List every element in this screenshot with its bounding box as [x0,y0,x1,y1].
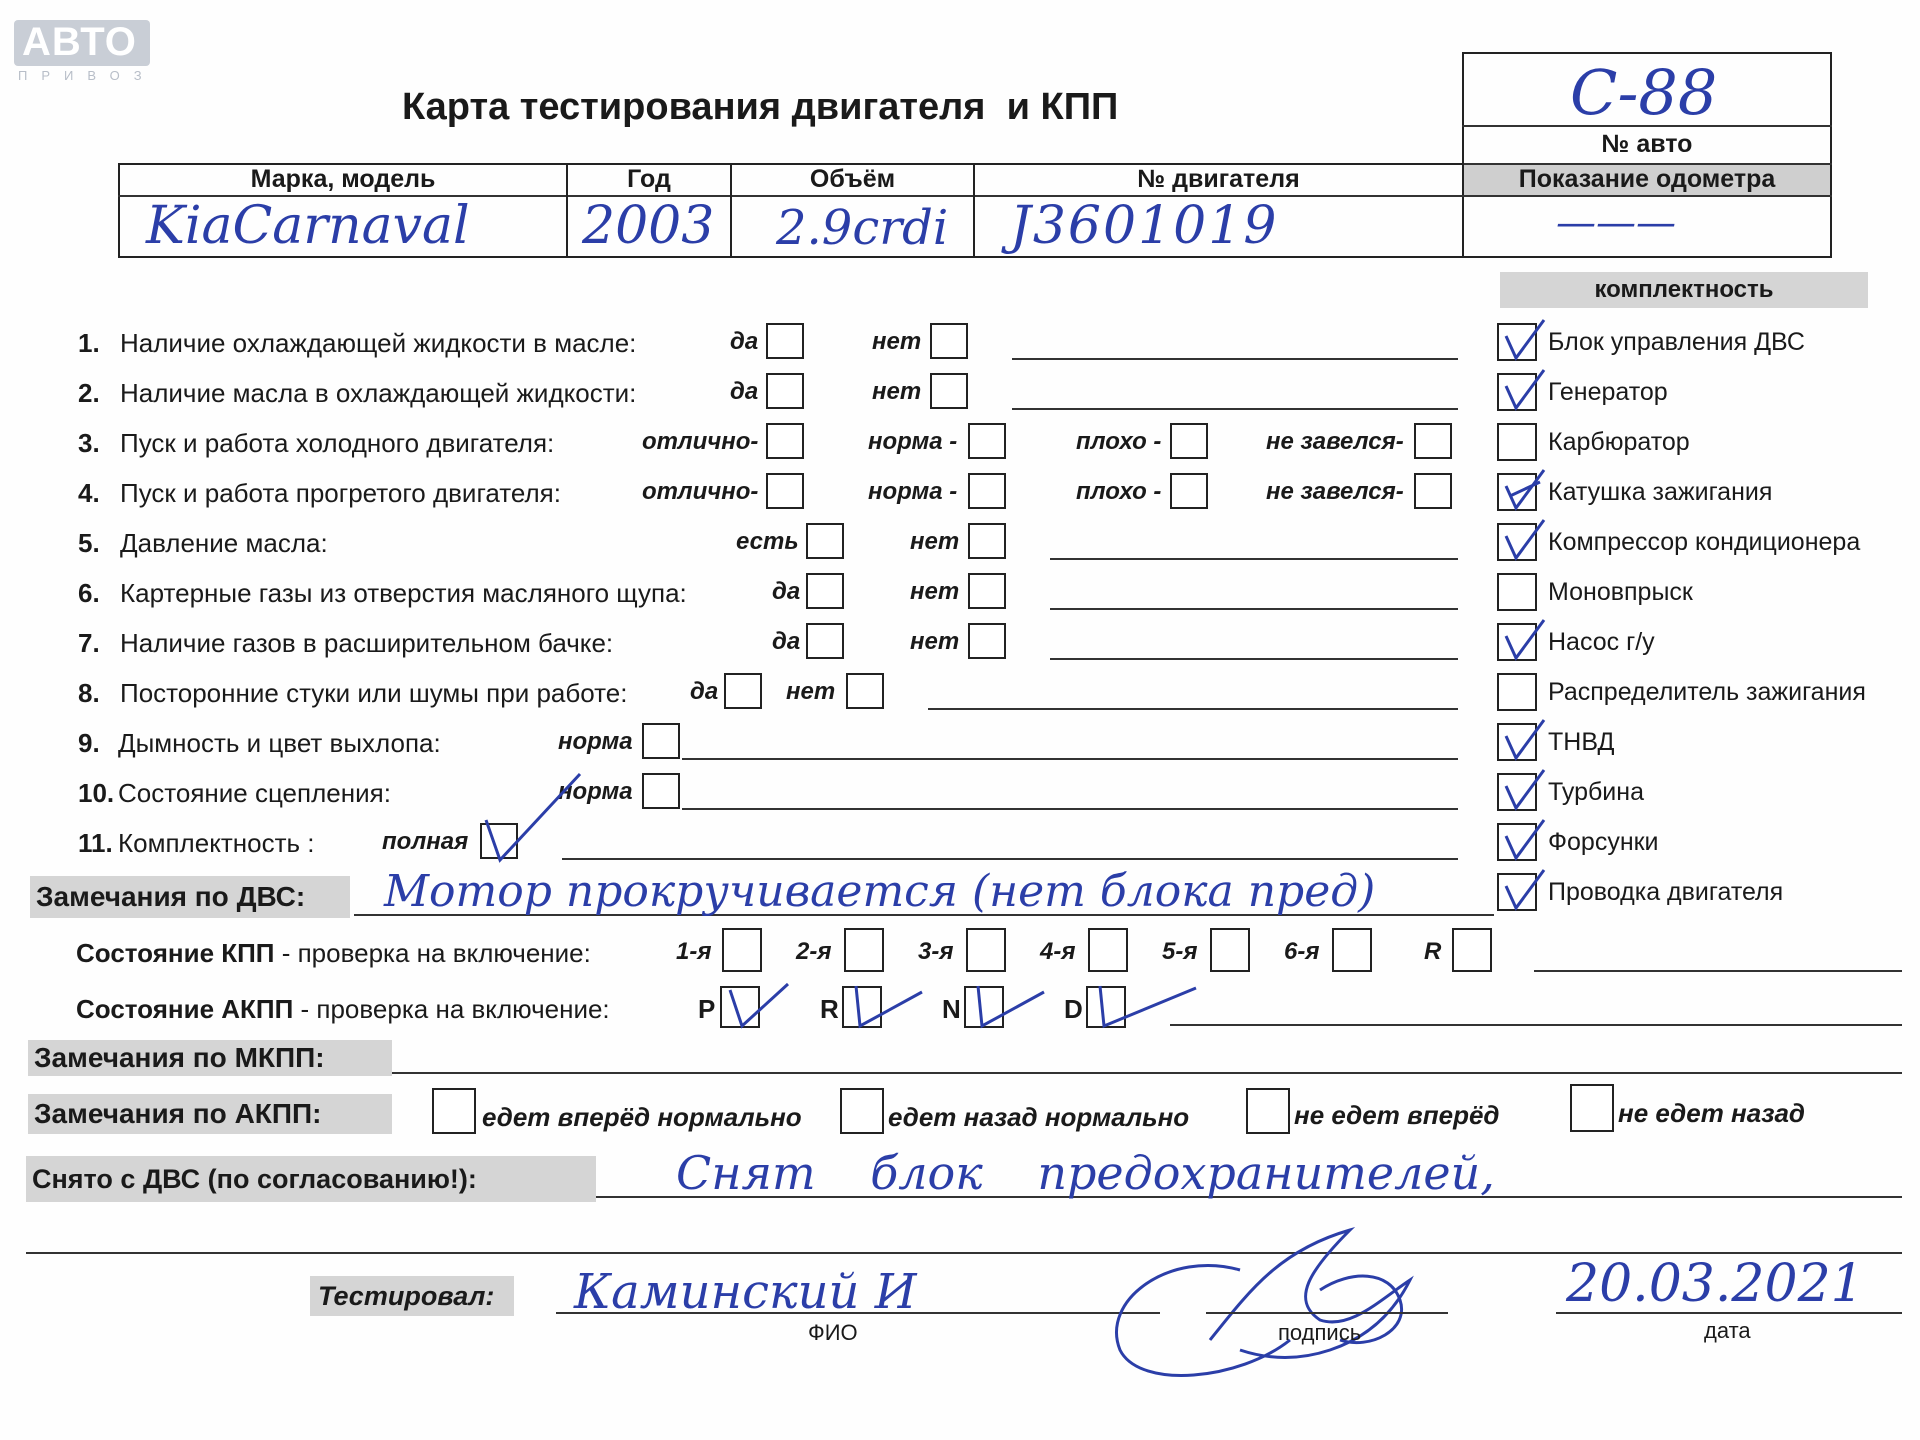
test-date: 20.03.2021 [1566,1254,1864,1314]
akpp-checkbox-p[interactable] [720,986,760,1028]
logo-text: АВТО [22,20,137,64]
komplekt-checkbox-11[interactable] [1497,823,1537,861]
q10-checkbox-normal[interactable] [642,773,680,809]
q3-checkbox-nostart[interactable] [1414,423,1452,459]
komplekt-label-8: Распределитель зажигания [1548,678,1866,706]
komplekt-label-4: Катушка зажигания [1548,478,1773,506]
q9-checkbox-normal[interactable] [642,723,680,759]
q7-checkbox-no[interactable] [968,623,1006,659]
akpp-note-checkbox-no-back[interactable] [1570,1084,1614,1132]
kpp-checkbox-r[interactable] [1452,928,1492,972]
q10-text: Состояние сцепления: [118,778,391,808]
value-model: KiaCarnaval [146,196,470,256]
komplekt-label-12: Проводка двигателя [1548,878,1784,906]
q8-checkbox-no[interactable] [846,673,884,709]
q11-text: Комплектность : [118,828,315,858]
akpp-note-back-ok: едет назад нормально [888,1102,1190,1132]
kpp-label [76,938,591,969]
q8-opt-no: нет [786,678,836,705]
value-odometer: ——— [1556,200,1676,246]
q6-text: Картерные газы из отверстия масляного щупа: [120,578,687,608]
q3-opt-normal: норма - [868,428,958,455]
auto-number-value: С-88 [1570,56,1718,129]
q4-checkbox-bad[interactable] [1170,473,1208,509]
kpp-label-bold: Состояние КПП [76,938,275,968]
q7-opt-no: нет [910,628,960,655]
akpp-gear-n: N [942,994,961,1024]
komplekt-label-7: Насос г/у [1548,628,1655,656]
q3-number: 3. [78,428,100,458]
q10-opt-normal: норма [558,778,633,805]
q3-checkbox-excellent[interactable] [766,423,804,459]
q1-opt-no: нет [872,328,922,355]
q10-number: 10. [78,778,115,808]
q1-checkbox-no[interactable] [930,323,968,359]
q11-checkbox-full[interactable] [480,823,518,859]
q1-text: Наличие охлаждающей жидкости в масле: [120,328,637,358]
kpp-gear-4: 4-я [1040,938,1076,965]
header-year: Год [627,165,671,193]
akpp-checkbox-r[interactable] [842,986,882,1028]
q4-opt-bad: плохо - [1076,478,1162,505]
q3-opt-bad: плохо - [1076,428,1162,455]
kpp-checkbox-1[interactable] [722,928,762,972]
signature-mark [1090,1210,1470,1390]
q7-text: Наличие газов в расширительном бачке: [120,628,614,658]
komplekt-checkbox-9[interactable] [1497,723,1537,761]
q6-opt-no: нет [910,578,960,605]
q7-opt-yes: да [772,628,801,655]
komplekt-label-6: Моновпрыск [1548,578,1693,606]
q2-opt-yes: да [730,378,759,405]
q1-number: 1. [78,328,100,358]
komplekt-checkbox-7[interactable] [1497,623,1537,661]
q5-opt-yes: есть [736,528,799,555]
header-model: Марка, модель [250,165,436,193]
q4-checkbox-normal[interactable] [968,473,1006,509]
q1-opt-yes: да [730,328,759,355]
q2-number: 2. [78,378,100,408]
komplekt-label-11: Форсунки [1548,828,1659,856]
komplekt-label-5: Компрессор кондиционера [1548,528,1861,556]
komplekt-checkbox-2[interactable] [1497,373,1537,411]
q6-checkbox-no[interactable] [968,573,1006,609]
kpp-checkbox-6[interactable] [1332,928,1372,972]
komplekt-label-2: Генератор [1548,378,1668,406]
kpp-checkbox-3[interactable] [966,928,1006,972]
logo-subtext: ПРИВОЗ [18,68,156,83]
q4-opt-nostart: не завелся- [1266,478,1404,505]
akpp-note-no-forward: не едет вперёд [1294,1100,1500,1130]
q3-checkbox-bad[interactable] [1170,423,1208,459]
zam-dvs-handwritten: Мотор прокручивается (нет блока пред) [384,866,1376,917]
header-volume: Объём [809,165,896,193]
akpp-note-checkbox-back-ok[interactable] [840,1088,884,1134]
q8-text: Посторонние стуки или шумы при работе: [120,678,628,708]
q3-opt-excellent: отлично- [642,428,759,455]
snyato-handwritten: Снят блок предохранителей, [676,1146,1495,1200]
q7-number: 7. [78,628,100,658]
kpp-checkbox-4[interactable] [1088,928,1128,972]
value-engine-number: J3601019 [1010,196,1279,256]
komplekt-checkbox-12[interactable] [1497,873,1537,911]
komplekt-checkbox-8[interactable] [1497,673,1537,711]
kpp-gear-3: 3-я [918,938,954,965]
q2-text: Наличие масла в охлаждающей жидкости: [120,378,637,408]
tested-label: Тестировал: [310,1276,514,1316]
zam-akpp-label: Замечания по АКПП: [28,1094,392,1134]
q1-checkbox-yes[interactable] [766,323,804,359]
q5-checkbox-yes[interactable] [806,523,844,559]
header-engine-number: № двигателя [1137,165,1300,193]
kpp-gear-r: R [1424,938,1442,965]
snyato-label: Снято с ДВС (по согласованию!): [26,1156,596,1202]
akpp-checkbox-n[interactable] [964,986,1004,1028]
q3-text: Пуск и работа холодного двигателя: [120,428,555,458]
komplekt-checkbox-10[interactable] [1497,773,1537,811]
akpp-gear-r: R [820,994,839,1024]
value-year: 2003 [582,196,715,256]
q4-number: 4. [78,478,100,508]
date-caption: дата [1704,1318,1751,1343]
komplekt-checkbox-6[interactable] [1497,573,1537,611]
akpp-gear-d: D [1064,994,1083,1024]
kpp-gear-5: 5-я [1162,938,1198,965]
q7-checkbox-yes[interactable] [806,623,844,659]
akpp-label-bold: Состояние АКПП [76,994,294,1024]
q4-text: Пуск и работа прогретого двигателя: [120,478,561,508]
q4-checkbox-nostart[interactable] [1414,473,1452,509]
kpp-checkbox-2[interactable] [844,928,884,972]
q9-opt-normal: норма [558,728,633,755]
kpp-gear-6: 6-я [1284,938,1320,965]
akpp-label [76,994,610,1025]
tester-name: Каминский И [574,1264,917,1320]
q6-checkbox-yes[interactable] [806,573,844,609]
q11-opt-full: полная [382,828,469,855]
q5-checkbox-no[interactable] [968,523,1006,559]
q9-number: 9. [78,728,100,758]
komplekt-checkbox-1[interactable] [1497,323,1537,361]
akpp-note-checkbox-no-forward[interactable] [1246,1088,1290,1134]
akpp-checkbox-d[interactable] [1086,986,1126,1028]
akpp-note-no-back: не едет назад [1618,1098,1806,1128]
kpp-gear-2: 2-я [796,938,832,965]
q3-checkbox-normal[interactable] [968,423,1006,459]
q2-checkbox-no[interactable] [930,373,968,409]
komplekt-label-1: Блок управления ДВС [1548,328,1805,356]
q4-checkbox-excellent[interactable] [766,473,804,509]
kpp-checkbox-5[interactable] [1210,928,1250,972]
value-volume: 2.9crdi [776,200,949,256]
kpp-gear-1: 1-я [676,938,712,965]
q5-number: 5. [78,528,100,558]
komplekt-checkbox-4[interactable] [1497,473,1537,511]
akpp-label-rest: - проверка на включение: [293,994,610,1024]
komplekt-checkbox-5[interactable] [1497,523,1537,561]
q5-opt-no: нет [910,528,960,555]
komplekt-label-10: Турбина [1548,778,1644,806]
q2-opt-no: нет [872,378,922,405]
zam-mkpp-label: Замечания по МКПП: [28,1040,392,1076]
q2-checkbox-yes[interactable] [766,373,804,409]
q3-opt-nostart: не завелся- [1266,428,1404,455]
akpp-gear-p: P [698,994,716,1024]
akpp-note-checkbox-forward-ok[interactable] [432,1088,476,1134]
q9-text: Дымность и цвет выхлопа: [118,728,441,758]
komplekt-label-9: ТНВД [1548,728,1615,756]
signature-caption: подпись [1278,1320,1362,1345]
fio-caption: ФИО [808,1320,858,1345]
q4-opt-excellent: отлично- [642,478,759,505]
header-odometer: Показание одометра [1518,165,1776,193]
akpp-note-forward-ok: едет вперёд нормально [482,1102,802,1132]
q8-checkbox-yes[interactable] [724,673,762,709]
q5-text: Давление масла: [120,528,328,558]
page-title: Карта тестирования двигателя и КПП [402,86,1119,128]
kpp-label-rest: - проверка на включение: [274,938,591,968]
komplekt-header: комплектность [1500,272,1868,308]
q6-number: 6. [78,578,100,608]
q8-opt-yes: да [690,678,719,705]
zam-dvs-label: Замечания по ДВС: [30,876,350,918]
q4-opt-normal: норма - [868,478,958,505]
komplekt-label-3: Карбюратор [1548,428,1690,456]
komplekt-checkbox-3[interactable] [1497,423,1537,461]
q11-number: 11. [78,828,113,858]
auto-number-label: № авто [1601,130,1693,158]
q6-opt-yes: да [772,578,801,605]
q8-number: 8. [78,678,100,708]
